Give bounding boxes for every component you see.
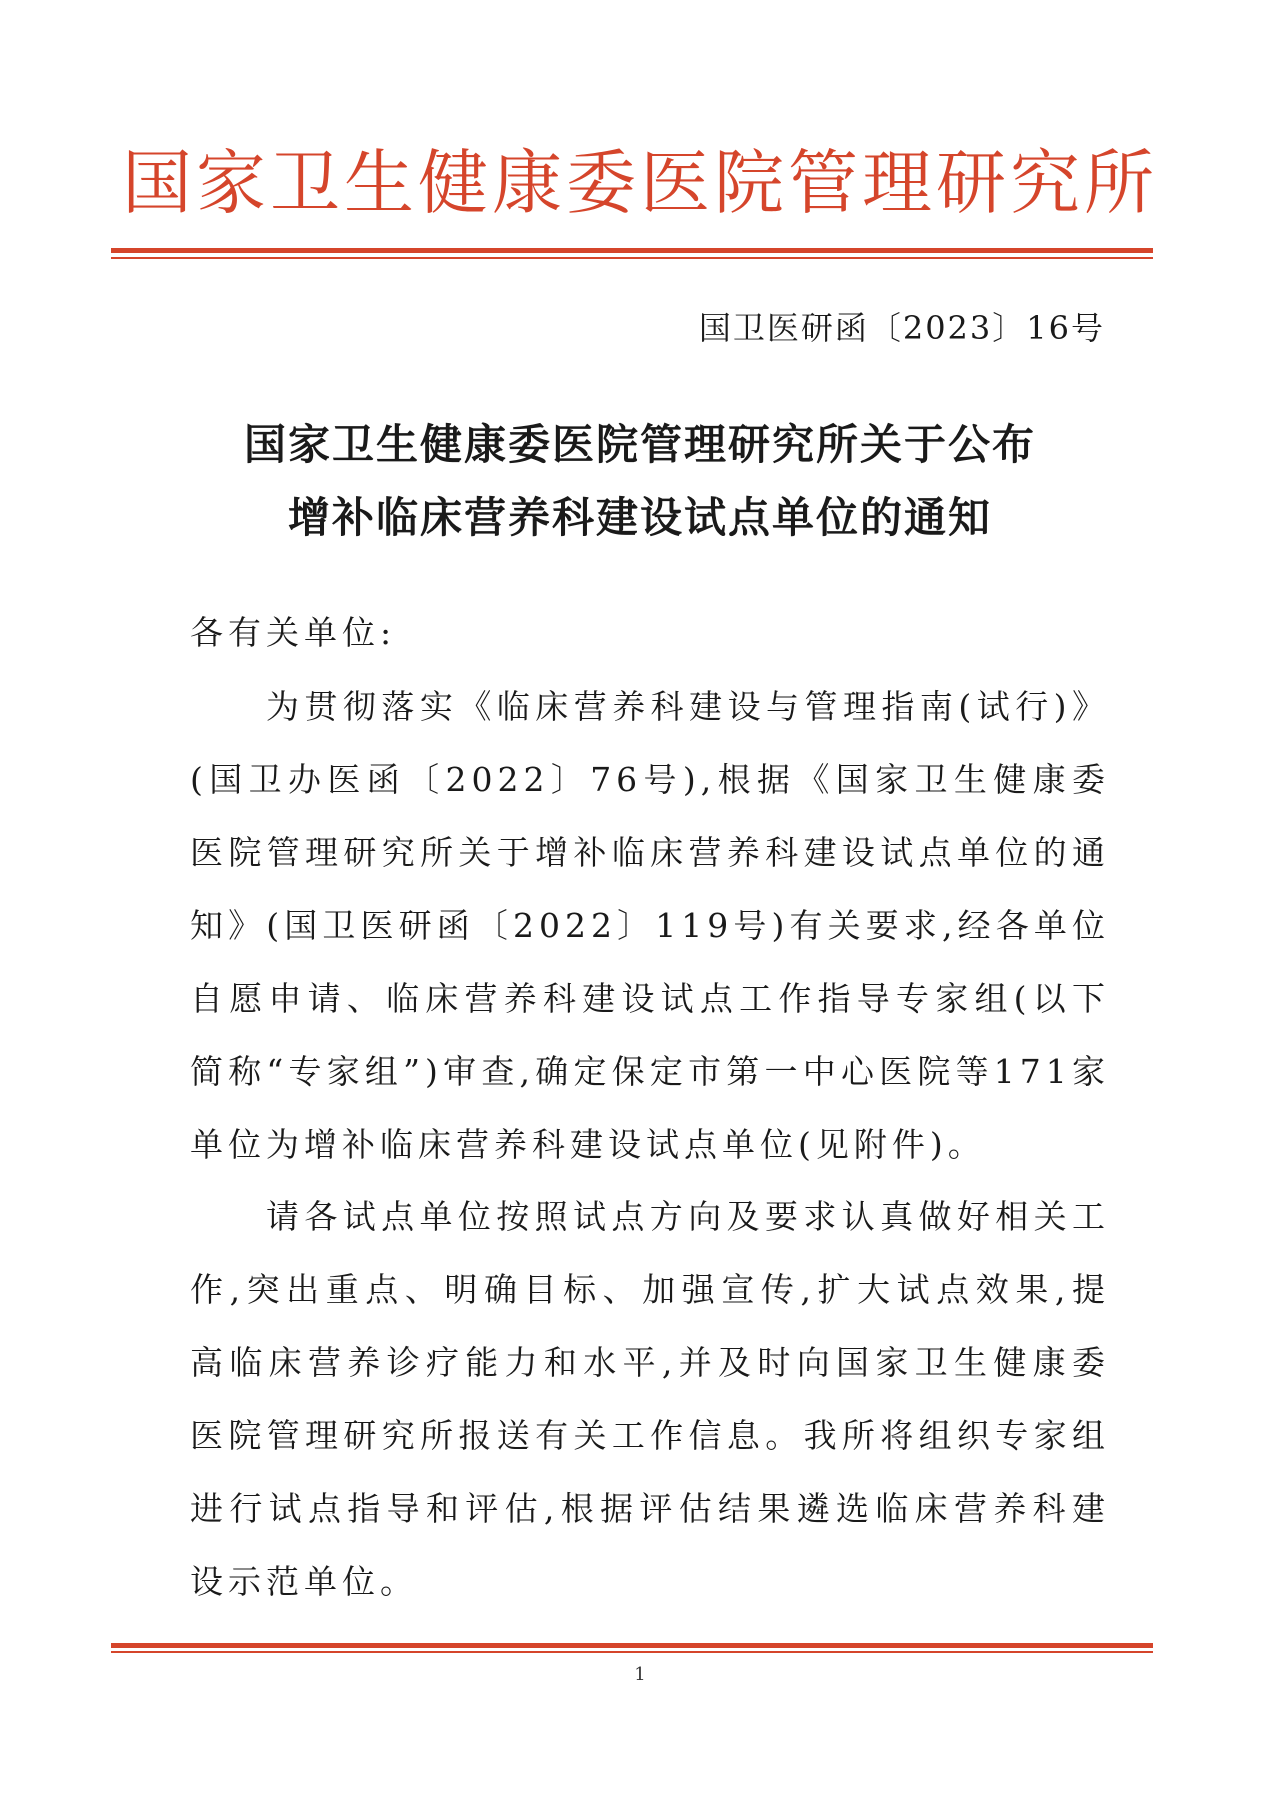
body-paragraph-2: 请各试点单位按照试点方向及要求认真做好相关工作,突出重点、明确目标、加强宣传,扩大试点效果,提高临床营养诊疗能力和水平,并及时向国家卫生健康委医院管理研究所报送有关工作信息。我所将组织专家组进行试点指导和评估,根据评估结果遴选临床营养科建设示范单位。 [190,1197,1110,1601]
letterhead-title: 国家卫生健康委医院管理研究所 [122,142,1158,224]
footer-rule-thick [111,1643,1153,1648]
letterhead-rule-thin [111,257,1153,259]
page-number: 1 [634,1664,646,1685]
document-title [0,408,1280,554]
salutation: 各有关单位: [190,613,397,652]
footer-rule-thin [111,1651,1153,1653]
document-number: 国卫医研函〔2023〕16号 [698,309,1105,347]
document-title-line-2: 增补临床营养科建设试点单位的通知 [287,493,992,542]
letterhead-rule-thick [111,248,1153,253]
document-title-line-1: 国家卫生健康委医院管理研究所关于公布 [243,420,1036,469]
body-paragraph-1: 为贯彻落实《临床营养科建设与管理指南(试行)》(国卫办医函〔2022〕76号),根据《国家卫生健康委医院管理研究所关于增补临床营养科建设试点单位的通知》(国卫医研函〔2022〕119号)有关要求,经各单位自愿申请、临床营养科建设试点工作指导专家组(以下简称“专家组”)审查,确定保定市第一中心医院等171家单位为增补临床营养科建设试点单位(见附件)。 [190,687,1110,1164]
